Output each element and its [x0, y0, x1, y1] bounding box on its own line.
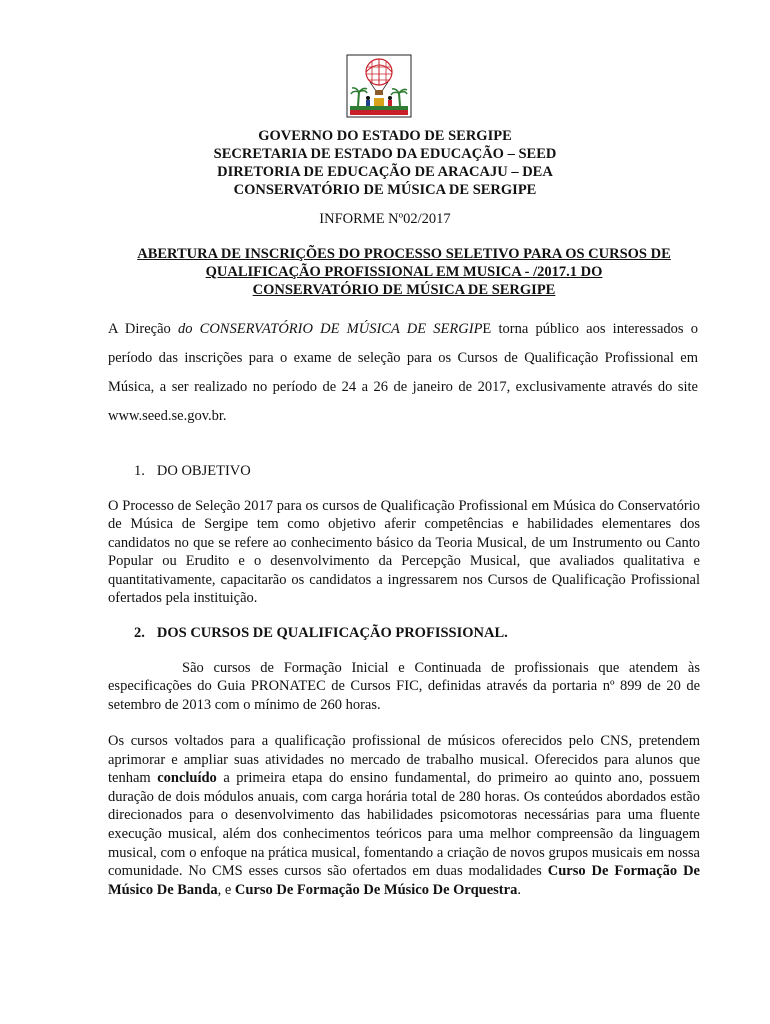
informe-number: INFORME Nº02/2017 [319, 211, 451, 227]
title-line-3: CONSERVATÓRIO DE MÚSICA DE SERGIPE [252, 282, 556, 298]
title-line-2: QUALIFICAÇÃO PROFISSIONAL EM MUSICA - /2017.1 DO [205, 264, 603, 280]
section-1-title: DO OBJETIVO [156, 463, 251, 479]
section-1-paragraph: O Processo de Seleção 2017 para os cursos de Qualificação Profissional em Música do Conservatório de Música de Sergipe tem como objetivo aferir competências e habilidades elementares dos candidatos no que se refere ao conhecimento básico da Teoria Musical, de um Instrumento ou Canto Popular ou Erudito e o desenvolvimento da Percepção Musical, que avaliados qualitativa e quantitativamente, capacitarão os candidatos a ingressarem nos Cursos de Qualificação Profissional ofertados pela instituição. [108, 498, 700, 607]
section-2-heading [134, 625, 508, 642]
section-2-paragraph-2 [108, 732, 700, 899]
p2-text-c: , e [217, 881, 235, 898]
header-secretariat: SECRETARIA DE ESTADO DA EDUCAÇÃO – SEED [213, 146, 557, 162]
state-coat-of-arms-icon [346, 54, 412, 118]
section-2-number: 2. [134, 625, 145, 641]
p2-text-d: . [517, 881, 521, 898]
document-header [0, 127, 770, 199]
document-title [108, 245, 700, 299]
title-line-1: ABERTURA DE INSCRIÇÕES DO PROCESSO SELETIVO PARA OS CURSOS DE [137, 246, 671, 262]
header-conservatory: CONSERVATÓRIO DE MÚSICA DE SERGIPE [233, 182, 537, 198]
intro-paragraph [108, 315, 698, 431]
header-directorate: DIRETORIA DE EDUCAÇÃO DE ARACAJU – DEA [217, 164, 553, 180]
p2-bold-concluido: concluído [157, 770, 217, 787]
section-2-paragraph-1 [108, 659, 700, 714]
p2-text-a: Os cursos voltados para a qualificação profissional de músicos oferecidos pelo CNS, pretendem aprimorar e ampliar suas atividades no mercado de trabalho musical. Oferecidos para alunos que tenham [108, 733, 700, 787]
p2-bold-orquestra: Curso De Formação De Músico De Orquestra [234, 881, 518, 898]
section-2-paragraph-1-text: São cursos de Formação Inicial e Continuada de profissionais que atendem às especificações do Guia PRONATEC de Cursos FIC, definidas através da portaria nº 899 de 20 de setembro de 2013 com o mínimo de 260 horas. [108, 660, 700, 713]
section-2-title: DOS CURSOS DE QUALIFICAÇÃO PROFISSIONAL. [156, 625, 508, 641]
intro-text-italic: do CONSERVATÓRIO DE MÚSICA DE SERGIP [177, 321, 483, 337]
intro-text-pre: A Direção [108, 321, 178, 337]
section-1-number: 1. [134, 463, 145, 479]
p2-text-b: a primeira etapa do ensino fundamental, do primeiro ao quinto ano, possuem duração de dois módulos anuais, com carga horária total de 280 horas. Os conteúdos abordados estão direcionados para o desenvolvimento das habilidades psicomotoras necessárias para uma fluente execução musical, além dos conhecimentos teóricos para uma melhor compreensão da linguagem musical, com o enfoque na prática musical, fomentando a criação de novos grupos musicais em nossa comunidade. No CMS esses cursos são ofertados em duas modalidades [108, 770, 700, 880]
p2-bold-banda: Curso De Formação De Músico De Banda [108, 863, 700, 898]
header-government: GOVERNO DO ESTADO DE SERGIPE [258, 128, 512, 144]
intro-text-post: E torna público aos interessados o período das inscrições para o exame de seleção para os Cursos de Qualificação Profissional em Música, a ser realizado no período de 24 a 26 de janeiro de 2017, exclusivamente através do site www.seed.se.gov.br. [108, 321, 698, 424]
section-1-heading [134, 463, 251, 480]
